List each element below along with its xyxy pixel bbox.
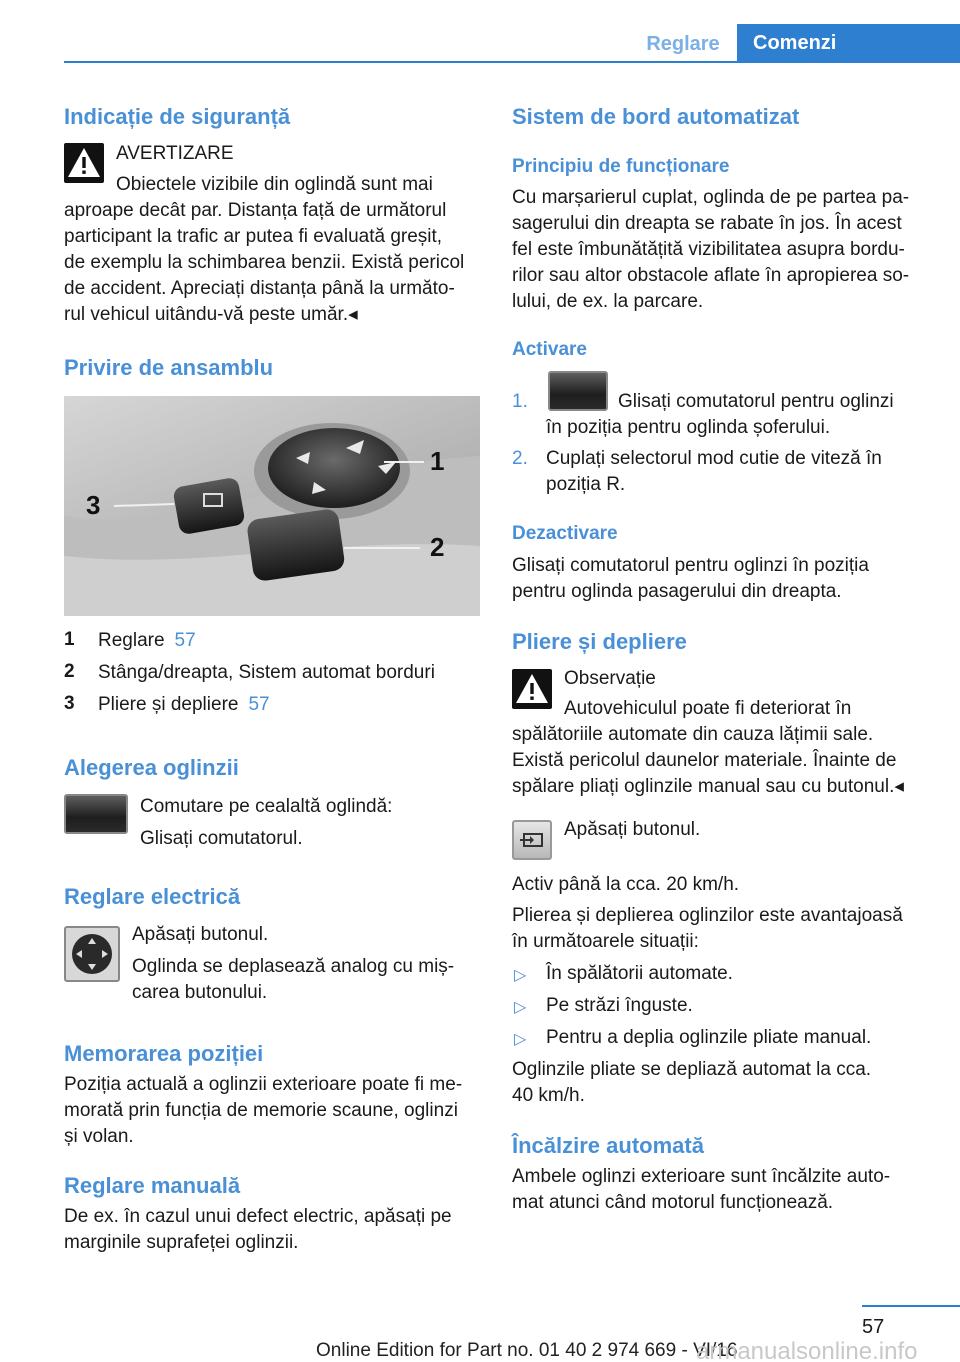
warning-text: Obiectele vizibile din oglindă sunt mai aproape decât par. Distanța față de următorul participant la trafic ar putea fi evaluată greșit, de exemplu la schimbarea benzii. Există pericol de accident. Apreciați distanța până la următo- rul vehicul uitându-vă peste umăr.◂	[64, 174, 465, 325]
footer-rule	[862, 1305, 960, 1307]
page-number: 57	[862, 1316, 885, 1338]
heating-text: Ambele oglinzi exterioare sunt încălzite auto- mat atunci când motorul funcționează.	[512, 1166, 891, 1213]
activate-title: Activare	[512, 339, 587, 360]
manual-title: Reglare manuală	[64, 1173, 241, 1198]
warning-label: AVERTIZARE	[116, 143, 234, 164]
select-line: Comutare pe cealaltă oglindă:	[140, 796, 393, 817]
safety-title: Indicație de siguranță	[64, 104, 291, 129]
photo-label-3: 3	[86, 490, 101, 520]
step-text: Cuplați selectorul mod cutie de viteză în poziția R.	[546, 448, 882, 495]
deactivate-text: Glisați comutatorul pentru oglinzi în poziția pentru oglinda pasagerului din dreapta.	[512, 555, 869, 602]
fold-title: Pliere și depliere	[512, 629, 687, 654]
select-mirror-title: Alegerea oglinzii	[64, 755, 239, 780]
photo-label-2: 2	[430, 532, 445, 562]
heating-title: Încălzire automată	[512, 1133, 704, 1158]
auto-unfold-text: Oglinzile pliate se depliază automat la cca. 40 km/h.	[512, 1059, 872, 1106]
bullet-item: Pentru a deplia oglinzile pliate manual.	[546, 1027, 872, 1048]
mirror-controls-photo	[64, 396, 480, 616]
press-button-text: Apăsați butonul.	[564, 819, 701, 840]
manual-text: De ex. în cazul unui defect electric, apăsați pe marginile suprafeței oglinzii.	[64, 1206, 452, 1253]
electric-line: Oglinda se deplasează analog cu miș-	[132, 956, 455, 977]
bullet-triangle-icon: ▷	[514, 967, 527, 984]
footer-edition: Online Edition for Part no. 01 40 2 974 669 - VI/16	[316, 1340, 738, 1361]
electric-title: Reglare electrică	[64, 884, 241, 909]
principle-title: Principiu de funcționare	[512, 156, 730, 177]
page-ref-link[interactable]: 57	[174, 630, 196, 651]
memory-title: Memorarea poziției	[64, 1041, 264, 1066]
photo-label-1: 1	[430, 446, 445, 476]
mirror-switch-icon	[64, 794, 128, 834]
advantage-text: Plierea și deplierea oglinzilor este avantajoasă în următoarele situații:	[512, 905, 903, 952]
note-label: Observație	[564, 668, 656, 689]
memory-text: Poziția actuală a oglinzii exterioare poate fi me- morată prin funcția de memorie scaune, oglinzi și volan.	[64, 1074, 463, 1147]
overview-title: Privire de ansamblu	[64, 355, 274, 380]
active-until-text: Activ până la cca. 20 km/h.	[512, 874, 740, 895]
select-line: Glisați comutatorul.	[140, 828, 303, 849]
joystick-button-icon	[64, 926, 120, 982]
auto-curb-title: Sistem de bord automatizat	[512, 104, 800, 129]
bullet-item: Pe străzi înguste.	[546, 995, 693, 1016]
bullet-triangle-icon: ▷	[514, 999, 527, 1016]
page-ref-link[interactable]: 57	[248, 694, 270, 715]
step-number: 1.	[512, 391, 528, 412]
deactivate-title: Dezactivare	[512, 523, 618, 544]
step-number: 2.	[512, 448, 528, 469]
electric-line: carea butonului.	[132, 982, 268, 1003]
electric-line: Apăsați butonul.	[132, 924, 269, 945]
header-tab-comenzi: Comenzi	[737, 24, 960, 62]
header-tab-reglare: Reglare	[646, 32, 720, 55]
bullet-triangle-icon: ▷	[514, 1031, 527, 1048]
step-text: Glisați comutatorul pentru oglinzi în poziția pentru oglinda șoferului.	[546, 391, 894, 438]
fold-button-icon	[512, 820, 552, 860]
watermark: armanualsonline.info	[696, 1338, 918, 1362]
principle-text: Cu marșarierul cuplat, oglinda de pe partea pa- sagerului din dreapta se rabate în jos. În acest fel este îmbunătățită vizibilitatea asupra bordu- rilor sau altor obstacole aflate în apropierea so- lului, de ex. la parcare.	[512, 187, 910, 312]
header-rule	[64, 61, 960, 63]
note-text: Autovehiculul poate fi deteriorat în spălătoriile automate din cauza lățimii sale. Există pericolul daunelor materiale. Înainte de spălare pliați oglinzile manual sau cu butonul.◂	[512, 698, 904, 797]
bullet-item: În spălătorii automate.	[546, 963, 733, 984]
